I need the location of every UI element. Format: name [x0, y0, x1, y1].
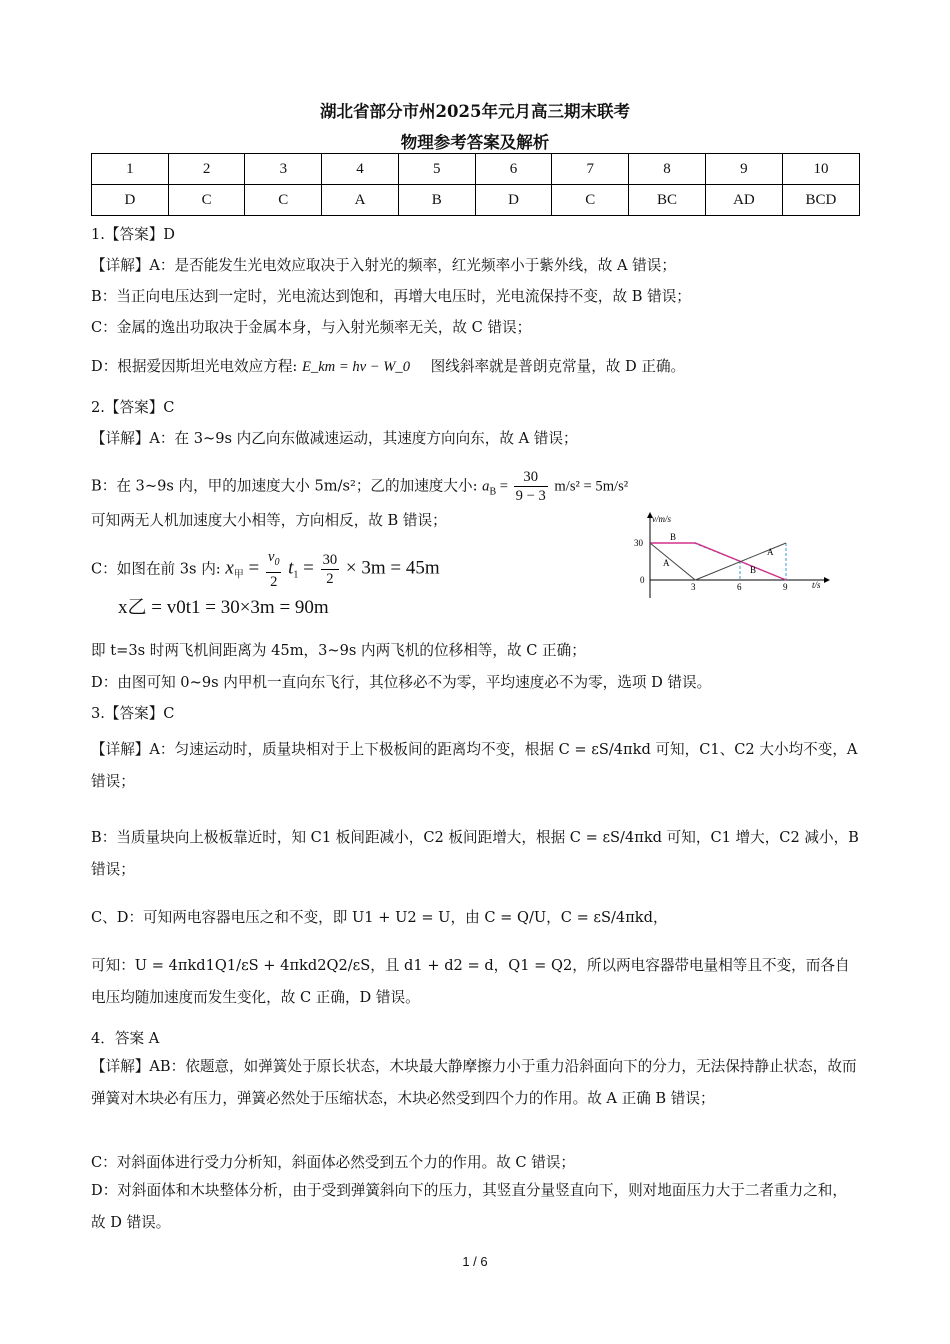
table-cell: 6	[475, 154, 552, 185]
answer-table-answer-row	[92, 185, 860, 216]
q3-answer: 3.【答案】C	[91, 705, 175, 722]
q2-explain-c2: 即 t=3s 时两飞机间距离为 45m，3~9s 内两飞机的位移相等，故 C 正确；	[91, 642, 586, 659]
x-tick-label: 3	[691, 582, 696, 592]
series-label: B	[750, 565, 757, 575]
x-tick-label: 9	[783, 582, 788, 592]
table-cell: B	[398, 185, 475, 216]
table-cell: C	[245, 185, 322, 216]
q1-explain-d	[91, 357, 685, 377]
q3-explain-cd1: C、D：可知两电容器电压之和不变，即 U1 + U2 = U，由 C = Q/U，C = εS/4πkd，	[91, 909, 668, 926]
q4-answer: 4．答案 A	[91, 1030, 160, 1047]
q4-explain-ab: 【详解】AB：依题意，如弹簧处于原长状态，木块最大静摩擦力小于重力沿斜面向下的分力，无法保持静止状态，故而弹簧对木块必有压力，弹簧必然处于压缩状态，木块必然受到四个力的作用。故 A 正确 B 错误；	[91, 1058, 857, 1107]
q2-explain-d: D：由图可知 0~9s 内甲机一直向东飞行，其位移必不为零，平均速度必不为零，选项 D 错误。	[91, 674, 712, 691]
series-b-line	[650, 543, 786, 580]
q3-explain-b: B：当质量块向上极板靠近时，知 C1 板间距减小，C2 板间距增大，根据 C = εS/4πkd 可知，C1 增大，C2 减小，B 错误；	[91, 829, 859, 878]
table-cell: 9	[705, 154, 782, 185]
q1-explain-c: C：金属的逸出功取决于金属本身，与入射光频率无关，故 C 错误；	[91, 319, 532, 336]
q1-explain-a: 【详解】A：是否能发生光电效应取决于入射光的频率，红光频率小于紫外线，故 A 错误；	[91, 257, 676, 274]
fraction-denominator: 9 − 3	[515, 488, 546, 504]
answer-table	[91, 153, 860, 216]
table-cell: 4	[322, 154, 399, 185]
x-axis-arrow-icon	[824, 577, 830, 583]
origin-label: 0	[640, 575, 645, 585]
page-title: 湖北省部分市州2025年元月高三期末联考	[320, 102, 630, 121]
y-tick-label: 30	[634, 538, 643, 548]
q2-explain-a: 【详解】A：在 3~9s 内乙向东做减速运动，其速度方向向东，故 A 错误；	[91, 430, 578, 447]
table-cell: 1	[92, 154, 169, 185]
table-cell: 5	[398, 154, 475, 185]
table-cell: BCD	[782, 185, 859, 216]
table-cell: A	[322, 185, 399, 216]
fraction-numerator: 30	[523, 469, 539, 485]
q2-c-formula2: x乙 = v0t1 = 30×3m = 90m	[118, 597, 329, 618]
table-cell: 3	[245, 154, 322, 185]
q4-explain-c: C：对斜面体进行受力分析知，斜面体必然受到五个力的作用。故 C 错误；	[91, 1154, 576, 1171]
table-cell: 8	[629, 154, 706, 185]
q2-explain-b: B：在 3~9s 内，甲的加速度大小 5m/s²；乙的加速度大小: $a_B$ = $\frac{30}{9 - 3}$ m/s² = 5m/s²	[91, 469, 629, 504]
q1-d-text: D：根据爱因斯坦光电效应方程:	[91, 358, 298, 375]
q2-c-formula1-tail: × 3m = 45m	[345, 557, 440, 579]
answer-table-number-row	[92, 154, 860, 185]
q1-d-formula: E_km = hν − W_0	[301, 359, 411, 375]
table-cell: D	[475, 185, 552, 216]
q3-explain-cd2: 可知：U = 4πkd1Q1/εS + 4πkd2Q2/εS，且 d1 + d2 = d，Q1 = Q2，所以两电容器带电量相等且不变，而各自电压均随加速度而发生变化，故 C 正确，D 错误。	[91, 957, 850, 1006]
table-cell: C	[552, 185, 629, 216]
q2-answer: 2.【答案】C	[91, 399, 175, 416]
q2-b-formula-tail: m/s² = 5m/s²	[554, 478, 629, 495]
q2-explain-c: C：如图在前 3s 内: $x_甲$ = $\frac{v_0}{2}$ $t_1$ = $\frac{30}{2}$ × 3m = 45m	[91, 549, 440, 590]
page-subtitle: 物理参考答案及解析	[400, 133, 550, 152]
q1-explain-b: B：当正向电压达到一定时，光电流达到饱和，再增大电压时，光电流保持不变，故 B 错误；	[91, 288, 691, 305]
q4-explain-d: D：对斜面体和木块整体分析，由于受到弹簧斜向下的压力，其竖直分量竖直向下，则对地面压力大于二者重力之和，故 D 错误。	[91, 1182, 847, 1231]
table-cell: AD	[705, 185, 782, 216]
table-cell: D	[92, 185, 169, 216]
x-axis-label: t/s	[812, 580, 821, 590]
q2-b-fraction	[514, 468, 548, 505]
table-cell: 7	[552, 154, 629, 185]
q2-c-text: C：如图在前 3s 内:	[91, 560, 221, 578]
table-cell: 10	[782, 154, 859, 185]
table-cell: BC	[629, 185, 706, 216]
series-label: A	[767, 547, 774, 557]
series-label: B	[670, 532, 677, 542]
series-label: A	[663, 558, 670, 568]
q2-explain-b2: 可知两无人机加速度大小相等，方向相反，故 B 错误；	[91, 512, 447, 529]
q2-b-text: B：在 3~9s 内，甲的加速度大小 5m/s²；乙的加速度大小:	[91, 477, 478, 495]
series-a-line	[650, 543, 786, 580]
q1-answer: 1.【答案】D	[91, 226, 175, 243]
page-number: 1 / 6	[462, 1254, 488, 1269]
table-cell: C	[168, 185, 245, 216]
q2-explain-c-formula2	[118, 598, 329, 619]
x-tick-label: 6	[737, 582, 742, 592]
y-axis-label: v/m/s	[652, 514, 671, 524]
q3-explain-a: 【详解】A：匀速运动时，质量块相对于上下极板间的距离均不变，根据 C = εS/4πkd 可知，C1、C2 大小均不变，A 错误；	[91, 741, 858, 790]
q1-d-conclusion: 图线斜率就是普朗克常量，故 D 正确。	[430, 358, 686, 375]
table-cell: 2	[168, 154, 245, 185]
velocity-time-graph	[630, 510, 840, 602]
